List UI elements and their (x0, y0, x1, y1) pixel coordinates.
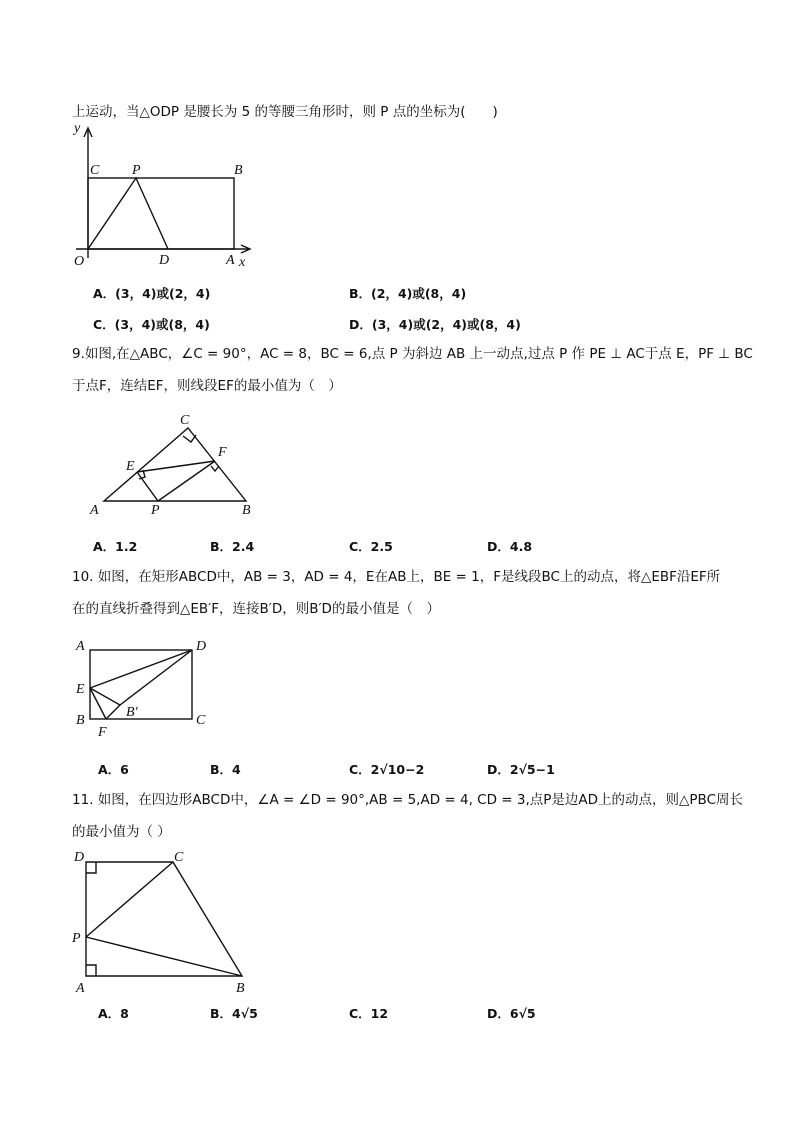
q10-label-e: E (76, 682, 85, 697)
q10-option-a[interactable]: A．6 (98, 762, 129, 777)
q10-option-c[interactable]: C．2√10−2 (349, 762, 425, 777)
q10-label-d: D (196, 639, 207, 654)
q11-label-a: A (76, 981, 85, 996)
q11-option-a[interactable]: A．8 (98, 1006, 129, 1021)
q11-label-d: D (74, 850, 85, 865)
q9-stem-line2: 于点F，连结EF，则线段EF的最小值为（ ） (72, 378, 342, 394)
q9-option-c[interactable]: C．2.5 (349, 539, 393, 554)
q11-stem-line1: 11. 如图，在四边形ABCD中，∠A = ∠D = 90°,AB = 5,AD = 4, CD = 3,点P是边AD上的动点，则△PBC周长 (72, 792, 743, 808)
q8-option-c[interactable]: C．(3，4)或(8，4) (93, 317, 210, 332)
q10-label-f: F (98, 725, 107, 740)
q8-label-b: B (234, 163, 243, 178)
q9-label-c: C (180, 413, 190, 428)
q11-label-b: B (236, 981, 245, 996)
q11-figure (70, 846, 270, 996)
q11-right-angle-a (86, 965, 96, 976)
q10-label-c: C (196, 713, 206, 728)
q8-option-b[interactable]: B．(2，4)或(8，4) (349, 286, 467, 301)
q11-right-angle-d (86, 862, 96, 873)
q8-stem: 上运动，当△ODP 是腰长为 5 的等腰三角形时，则 P 点的坐标为( ) (72, 104, 498, 120)
q8-label-y: y (74, 121, 81, 136)
q8-figure (66, 120, 266, 270)
q11-label-p: P (72, 931, 81, 946)
q8-label-a: A (226, 253, 235, 268)
q8-triangle-odp (88, 178, 168, 249)
q9-label-b: B (242, 503, 251, 518)
q9-label-p: P (151, 503, 160, 518)
q11-option-d[interactable]: D．6√5 (487, 1006, 536, 1021)
q8-label-p: P (132, 163, 141, 178)
q10-option-b[interactable]: B．4 (210, 762, 241, 777)
q8-label-x: x (239, 255, 246, 270)
q8-option-a[interactable]: A．(3，4)或(2，4) (93, 286, 211, 301)
q10-stem-line1: 10. 如图，在矩形ABCD中，AB = 3，AD = 4，E在AB上，BE = 1，F是线段BC上的动点，将△EBF沿EF所 (72, 569, 721, 585)
q9-label-a: A (90, 503, 99, 518)
q8-label-c: C (90, 163, 100, 178)
q10-label-a: A (76, 639, 85, 654)
q8-option-d[interactable]: D．(3，4)或(2，4)或(8，4) (349, 317, 521, 332)
q9-figure (88, 408, 268, 523)
q10-segment-bpd (120, 650, 192, 705)
q11-quadrilateral-abcd (86, 862, 242, 976)
q11-option-c[interactable]: C．12 (349, 1006, 389, 1021)
q9-label-f: F (218, 445, 227, 460)
q10-option-d[interactable]: D．2√5−1 (487, 762, 555, 777)
q10-label-bprime: B′ (126, 705, 138, 720)
q10-figure (72, 634, 222, 744)
q9-label-e: E (126, 459, 135, 474)
q9-right-angle-f (211, 466, 219, 471)
q9-option-a[interactable]: A．1.2 (93, 539, 138, 554)
q11-label-c: C (174, 850, 184, 865)
q8-rectangle (88, 178, 234, 249)
q11-option-b[interactable]: B．4√5 (210, 1006, 258, 1021)
q10-rectangle-abcd (90, 650, 192, 719)
q9-option-b[interactable]: B．2.4 (210, 539, 255, 554)
q10-segment-ed (90, 650, 192, 688)
q10-folded-triangle (90, 688, 120, 719)
q8-label-d: D (159, 253, 170, 268)
q8-label-o: O (74, 254, 85, 269)
q11-segment-pb (86, 937, 242, 976)
q10-stem-line2: 在的直线折叠得到△EB′F，连接B′D，则B′D的最小值是（ ） (72, 601, 440, 617)
q9-option-d[interactable]: D．4.8 (487, 539, 533, 554)
q11-stem-line2: 的最小值为（ ） (72, 824, 171, 840)
q10-label-b: B (76, 713, 85, 728)
q9-stem-line1: 9.如图,在△ABC，∠C = 90°，AC = 8，BC = 6,点 P 为斜边 AB 上一动点,过点 P 作 PE ⊥ AC于点 E，PF ⊥ BC (72, 346, 753, 362)
q11-segment-pc (86, 862, 173, 937)
